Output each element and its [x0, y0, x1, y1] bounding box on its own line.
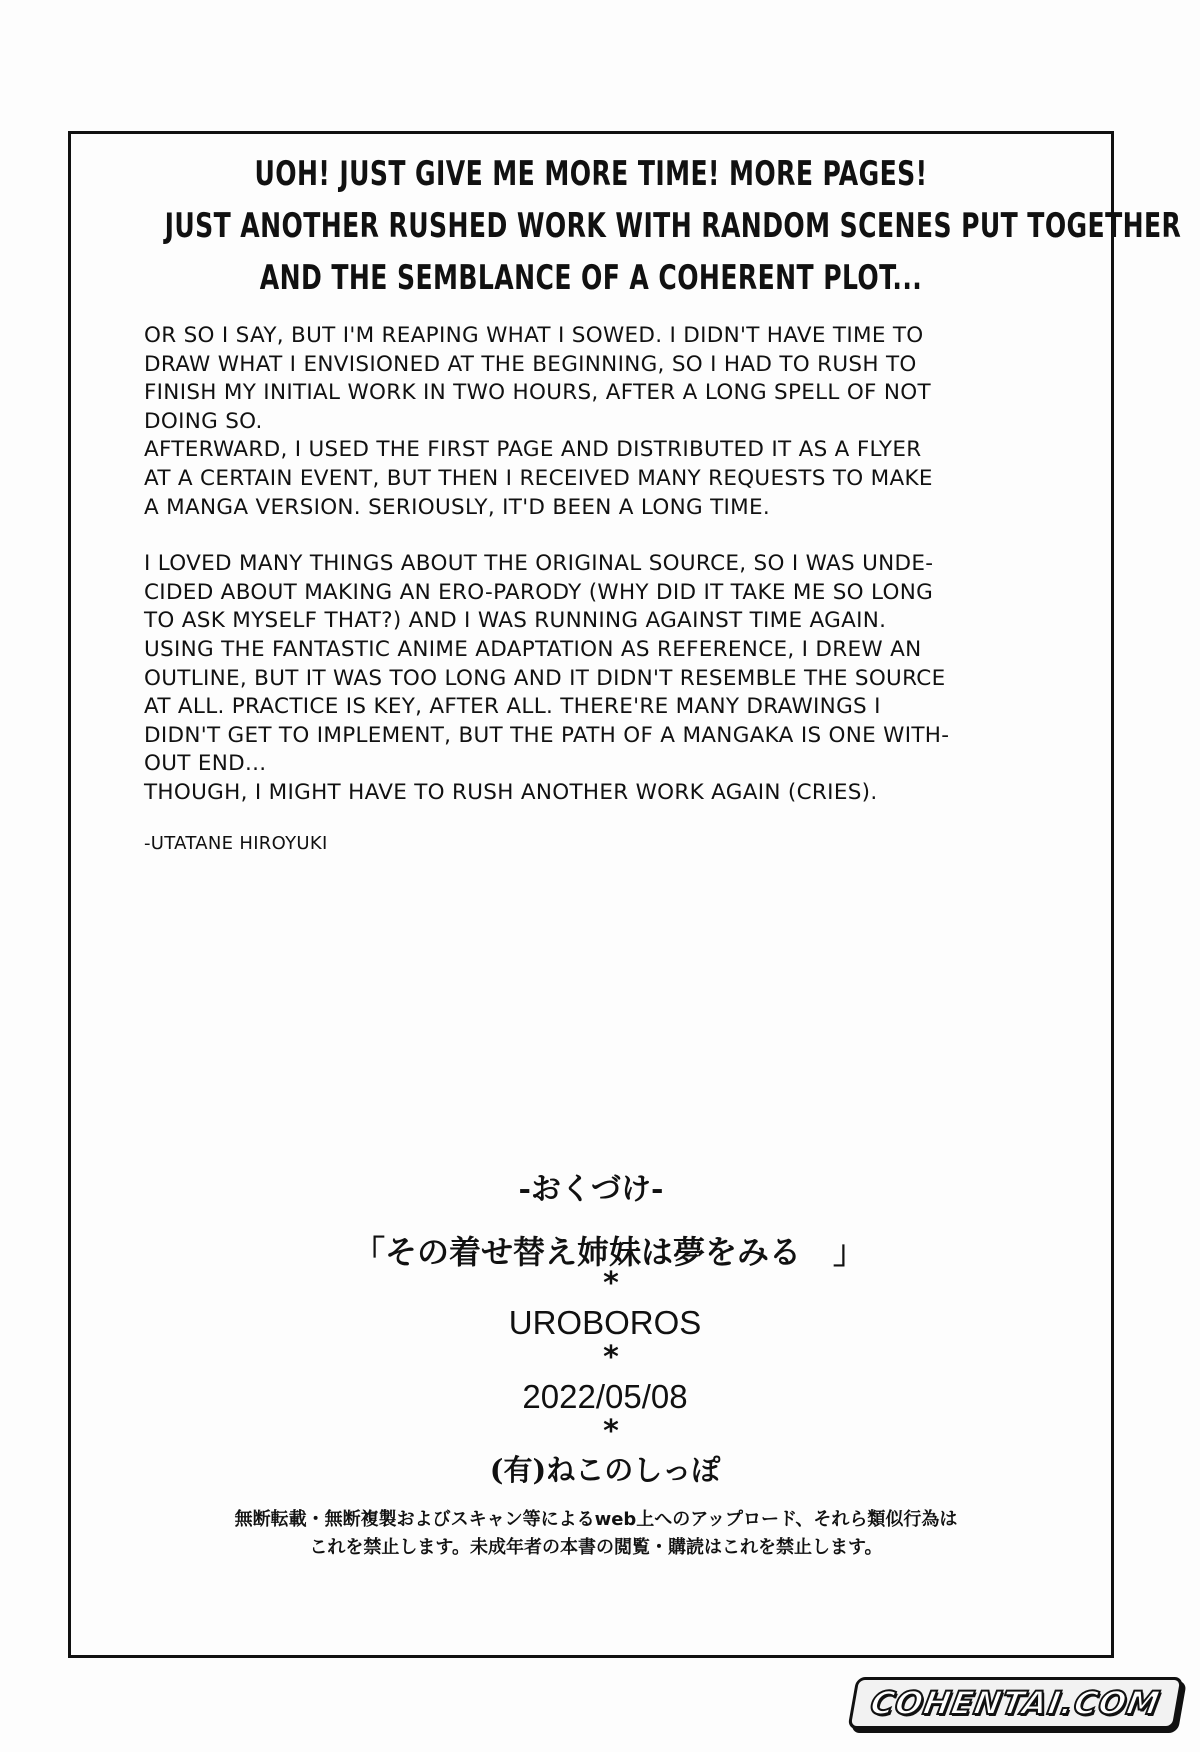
afterword-body — [144, 322, 1074, 858]
colophon-date: 2022/05/08 — [522, 1378, 688, 1415]
colophon-work-title: 「その着せ替え姉妹は夢をみる 」 — [352, 1233, 865, 1271]
body-line: USING THE FANTASTIC ANIME ADAPTATION AS REFERENCE, I DREW AN — [144, 636, 922, 662]
body-line: AFTERWARD, I USED THE FIRST PAGE AND DISTRIBUTED IT AS A FLYER — [144, 437, 922, 463]
colophon-separator: * — [603, 1340, 619, 1375]
body-line: AT A CERTAIN EVENT, BUT THEN I RECEIVED MANY REQUESTS TO MAKE — [144, 465, 933, 491]
afterword-paragraph-2 — [144, 550, 1074, 807]
notice-line: これを禁止します。未成年者の本書の閲覧・購読はこれを禁止します。 — [309, 1537, 883, 1558]
body-line: DIDN'T GET TO IMPLEMENT, BUT THE PATH OF A MANGAKA IS ONE WITH- — [144, 722, 950, 748]
page-frame — [68, 131, 1182, 1658]
site-watermark-logo — [851, 1680, 1180, 1726]
colophon-title: -おくづけ- — [518, 1172, 664, 1207]
author-signature: -UTATANE HIROYUKI — [144, 832, 328, 854]
heading-line: JUST ANOTHER RUSHED WORK WITH RANDOM SCENES PUT TOGETHER — [164, 206, 1182, 246]
colophon — [71, 1164, 1111, 1562]
afterword-heading — [164, 148, 1182, 304]
body-line: CIDED ABOUT MAKING AN ERO-PARODY (WHY DID IT TAKE ME SO LONG — [144, 579, 934, 605]
colophon-printer: (有)ねこのしっぽ — [489, 1453, 721, 1487]
colophon-notice — [71, 1506, 1111, 1562]
notice-line: 無断転載・無断複製およびスキャン等によるweb上へのアップロード、それら類似行為は — [234, 1509, 958, 1530]
colophon-separator: * — [603, 1414, 619, 1449]
body-line: FINISH MY INITIAL WORK IN TWO HOURS, AFTER A LONG SPELL OF NOT — [144, 380, 931, 406]
body-line: THOUGH, I MIGHT HAVE TO RUSH ANOTHER WORK AGAIN (CRIES). — [144, 779, 878, 805]
body-line: OR SO I SAY, BUT I'M REAPING WHAT I SOWED. I DIDN'T HAVE TIME TO — [144, 323, 924, 348]
body-line: OUTLINE, BUT IT WAS TOO LONG AND IT DIDN'T RESEMBLE THE SOURCE — [144, 665, 946, 691]
paragraph-gap — [144, 522, 1074, 550]
body-line: DRAW WHAT I ENVISIONED AT THE BEGINNING, SO I HAD TO RUSH TO — [144, 351, 917, 377]
watermark-text: COHENTAI.COM — [867, 1684, 1164, 1722]
colophon-separator: * — [603, 1266, 619, 1301]
heading-line: AND THE SEMBLANCE OF A COHERENT PLOT... — [259, 258, 923, 298]
heading-line: UOH! JUST GIVE ME MORE TIME! MORE PAGES! — [254, 154, 928, 194]
body-line: AT ALL. PRACTICE IS KEY, AFTER ALL. THERE'RE MANY DRAWINGS I — [144, 694, 881, 720]
body-line: A MANGA VERSION. SERIOUSLY, IT'D BEEN A LONG TIME. — [144, 494, 771, 520]
body-line: OUT END... — [144, 751, 267, 777]
afterword-paragraph-1 — [144, 322, 1074, 522]
body-line: I LOVED MANY THINGS ABOUT THE ORIGINAL SOURCE, SO I WAS UNDE- — [144, 551, 934, 577]
body-line: TO ASK MYSELF THAT?) AND I WAS RUNNING AGAINST TIME AGAIN. — [144, 608, 887, 634]
body-line: DOING SO. — [144, 408, 263, 434]
colophon-circle: UROBOROS — [508, 1304, 702, 1341]
